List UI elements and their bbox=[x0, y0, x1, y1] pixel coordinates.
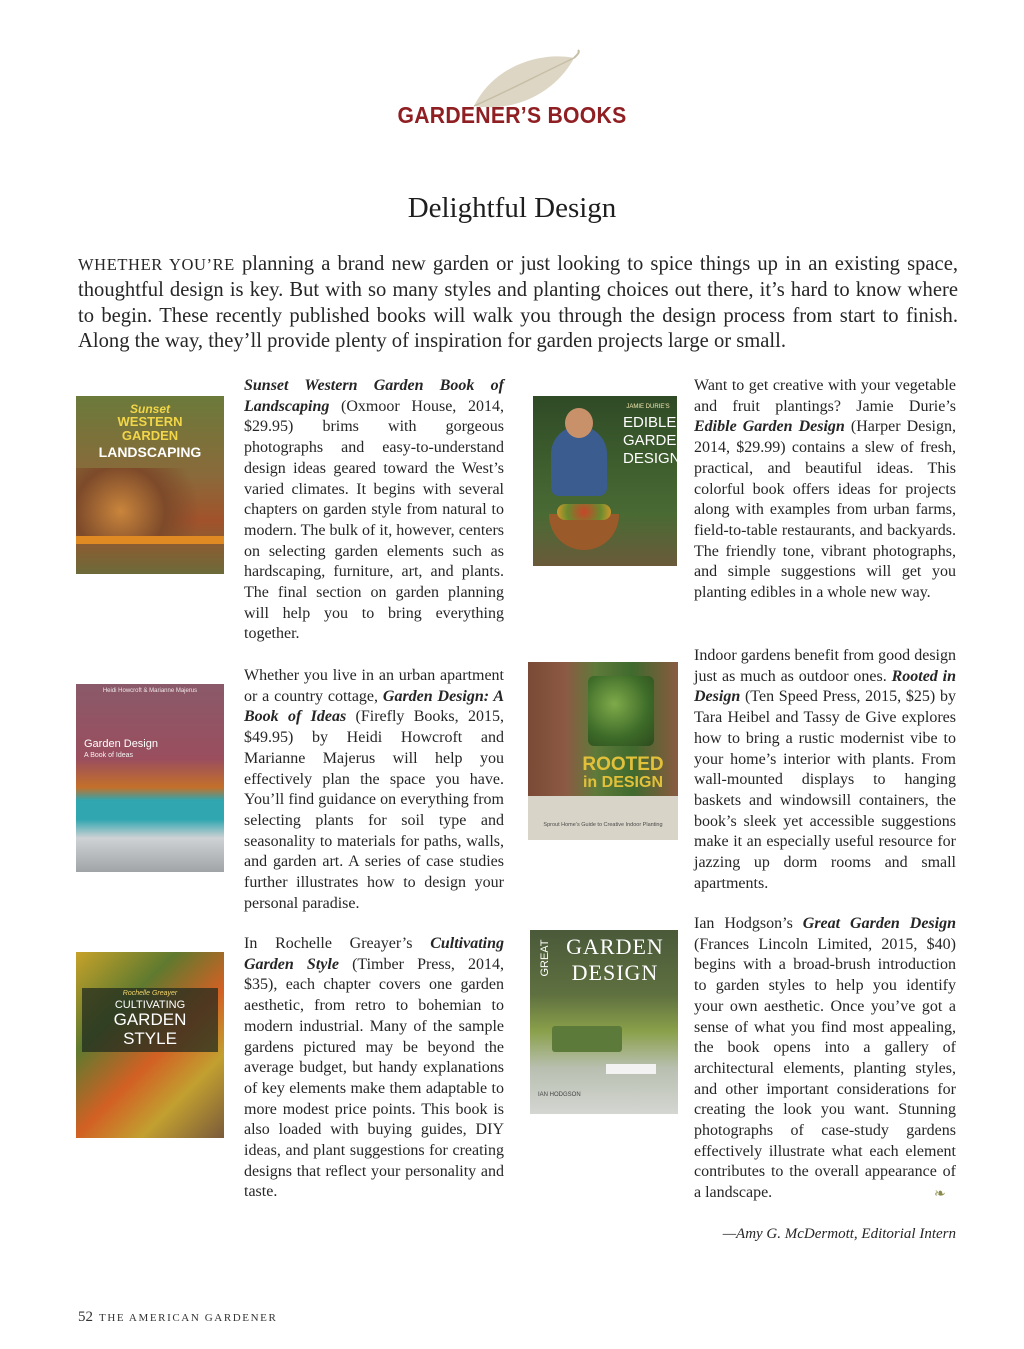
book-title: Garden Design: A Book of Ideas bbox=[244, 687, 504, 726]
intro-lead: WHETHER YOU’RE bbox=[78, 255, 235, 274]
cover-text: Rochelle Greayer bbox=[122, 990, 178, 997]
review-text: (Harper Design, 2014, $29.99) contains a slew of fresh, practical, and beautiful ideas. This colorful book offers ideas for projects along with examples from urban farms, field-to-table restaurants, and backyards. The friendly tone, vibrant photographs, and simple suggestions will get you planting edibles in a whole new way. bbox=[694, 418, 956, 602]
cover-text: GARDEN bbox=[121, 428, 179, 443]
magazine-name: THE AMERICAN GARDENER bbox=[99, 1312, 278, 1324]
cover-text: Sunset bbox=[129, 402, 170, 416]
review-text: (Firefly Books, 2015, $49.95) by Heidi Howcroft and Marianne Majerus will help you effectively plan the space you have. You’ll find guidance on everything from selecting plants for soil type and seasonality to materials for paths, walls, and garden art. A series of case studies further illustrates how to design your personal paradise. bbox=[244, 708, 504, 912]
review-cultivating-garden-style bbox=[244, 934, 504, 1203]
cover-text: A Book of Ideas bbox=[84, 752, 134, 759]
book-cover-rooted-in-design bbox=[528, 662, 678, 840]
intro-text: planning a brand new garden or just looking to spice things up in an existing space, thoughtful design is key. But with so many styles and planting choices out there, it’s hard to know where to begin. These recently published books will walk you through the design process from start to finish. Along the way, they’ll provide plenty of inspiration for garden projects large or small. bbox=[78, 253, 958, 353]
section-title: GARDENER’S BOOKS bbox=[397, 102, 627, 128]
cover-text: STYLE bbox=[123, 1029, 177, 1048]
book-title: Great Garden Design bbox=[802, 915, 956, 932]
review-text: (Timber Press, 2014, $35), each chapter covers one garden aesthetic, from retro to bohemian to modern industrial. Many of the sample gardens pictured may be beyond the average budget, but handy explanations of key elements make them adaptable to more modest price points. This book is also loaded with buying guides, DIY ideas, and plant suggestions for creating designs that reflect your personality and taste. bbox=[244, 955, 504, 1201]
page-headline: Delightful Design bbox=[407, 192, 617, 224]
review-sunset-landscaping bbox=[244, 376, 504, 645]
review-pre: Whether you live in an urban apartment or a country cottage, bbox=[244, 667, 504, 705]
review-pre: In Rochelle Greayer’s bbox=[244, 935, 431, 952]
review-edible-garden-design bbox=[694, 376, 956, 604]
end-mark-icon: ❧ bbox=[934, 1187, 946, 1202]
cover-text: GARDEN bbox=[113, 1010, 187, 1029]
book-title: Cultivating Garden Style bbox=[244, 935, 504, 973]
cover-text: DESIGN bbox=[571, 960, 659, 985]
review-garden-design bbox=[244, 666, 504, 914]
review-pre: Ian Hodgson’s bbox=[694, 915, 803, 932]
book-cover-cultivating-garden-style bbox=[76, 952, 224, 1138]
cover-text: Garden Design bbox=[84, 738, 158, 750]
page-number: 52 bbox=[78, 1309, 93, 1325]
cover-text: Heidi Howcroft & Marianne Majerus bbox=[102, 688, 198, 694]
book-cover-garden-design bbox=[76, 684, 224, 872]
book-title: Sunset Western Garden Book of Landscaping bbox=[244, 377, 504, 415]
book-cover-sunset-landscaping bbox=[76, 396, 224, 574]
cover-text: GARDEN bbox=[566, 934, 664, 959]
review-rooted-in-design bbox=[694, 646, 956, 894]
cover-text: CULTIVATING bbox=[114, 999, 186, 1011]
cover-text: DESIGN bbox=[623, 450, 681, 467]
cover-text: IAN HODGSON bbox=[538, 1092, 581, 1098]
review-text: (Frances Lincoln Limited, 2015, $40) begins with a broad-brush introduction to garden styles to help you identify your own aesthetic. Once you’ve got a sense of what you find most appealing, the book opens into a gallery of architectural elements, planting styles, and other important considerations for creating the look you want. Stunning photographs of case-study gardens effectively illustrate what each element contributes to the overall appearance of a landscape. bbox=[694, 935, 956, 1202]
book-cover-great-garden-design bbox=[530, 930, 678, 1114]
review-text: (Oxmoor House, 2014, $29.95) brims with gorgeous photographs and easy-to-understand design ideas geared toward the West’s varied climates. It begins with several chapters on garden style from natural to modern. The bulk of it, however, centers on selecting garden elements such as hardscaping, furniture, art, and plants. The final section on garden planning will help you to bring everything together. bbox=[244, 397, 504, 643]
intro-paragraph bbox=[78, 252, 958, 355]
cover-text: WESTERN bbox=[117, 414, 183, 429]
cover-text: GARDEN bbox=[623, 432, 688, 449]
cover-text: in DESIGN bbox=[582, 774, 663, 791]
book-title: Edible Garden Design bbox=[694, 418, 845, 436]
review-pre: Indoor gardens benefit from good design just as much as outdoor ones. bbox=[694, 647, 956, 685]
page-footer bbox=[78, 1309, 277, 1326]
cover-text: JAMIE DURIE’S bbox=[626, 404, 670, 410]
cover-text: GREAT bbox=[539, 939, 551, 977]
book-title: Rooted in Design bbox=[694, 667, 956, 706]
cover-text: LANDSCAPING bbox=[98, 444, 202, 460]
cover-text: Sprout Home’s Guide to Creative Indoor Planting bbox=[543, 822, 663, 828]
cover-text: EDIBLE bbox=[623, 414, 677, 431]
review-pre: Want to get creative with your vegetable and fruit plantings? Jamie Durie’s bbox=[694, 377, 956, 415]
review-great-garden-design bbox=[694, 914, 956, 1204]
cover-text: ROOTED bbox=[582, 754, 664, 775]
review-text: (Ten Speed Press, 2015, $25) by Tara Heibel and Tassy de Give explores how to bring a rustic modernist vibe to your home’s interior with plants. From wall-mounted displays to hanging baskets and windowsill containers, the book’s sleek yet accessible suggestions make it an especially useful resource for jazzing up dorm rooms and small apartments. bbox=[694, 688, 956, 892]
book-cover-edible-garden-design bbox=[533, 396, 688, 566]
byline: —Amy G. McDermott, Editorial Intern bbox=[722, 1226, 956, 1242]
